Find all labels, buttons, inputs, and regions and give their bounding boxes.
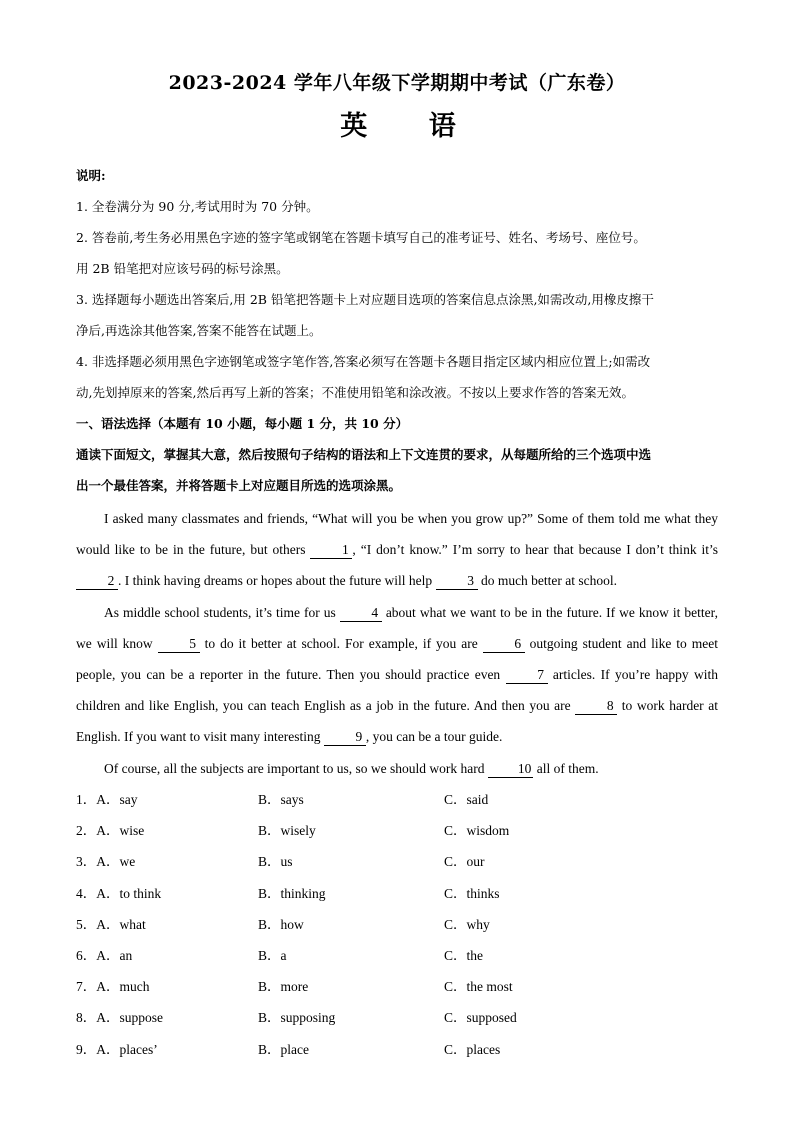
blank-10: 10 <box>488 761 534 778</box>
option-a[interactable]: A．places’ <box>96 1041 158 1057</box>
instructions-heading: 说明: <box>76 168 106 183</box>
question-row <box>76 1002 718 1033</box>
option-a[interactable]: A．wise <box>96 823 145 839</box>
blank-5: 5 <box>158 636 200 653</box>
instruction-item-1: 1. 全卷满分为 90 分,考试用时为 70 分钟。 <box>76 199 319 214</box>
question-options <box>76 784 718 1065</box>
passage-text: all of them. <box>533 760 599 776</box>
passage-text: I asked many classmates and friends, “What will you be when you grow up?” Some of them told me what they would like to be in the future, but others <box>76 511 718 558</box>
passage-paragraph-3 <box>76 753 718 784</box>
question-2 <box>76 815 144 846</box>
passage-text: articles. If you’re happy with children and like English, you can teach English as a job in the future. And then you are <box>76 667 718 714</box>
question-3 <box>76 846 135 877</box>
option-c[interactable]: C．why <box>444 916 490 932</box>
exam-title: 2023-2024 学年八年级下学期期中考试（广东卷） <box>168 72 626 94</box>
instruction-item-2b: 用 2B 铅笔把对应该号码的标号涂黑。 <box>76 261 289 276</box>
option-a[interactable]: A．suppose <box>96 1010 163 1026</box>
passage-text: . I think having dreams or hopes about the future will help <box>118 573 436 589</box>
question-number: 9． <box>76 1041 97 1057</box>
option-b[interactable]: B．how <box>258 916 304 932</box>
option-b[interactable]: B．us <box>258 854 293 870</box>
blank-9: 9 <box>324 729 366 746</box>
passage-text: Of course, all the subjects are important to us, so we should work hard <box>104 760 488 776</box>
blank-7: 7 <box>506 667 548 684</box>
blank-8: 8 <box>575 698 617 715</box>
question-row <box>76 940 718 971</box>
section1-direction-a: 通读下面短文，掌握其大意，然后按照句子结构的语法和上下文连贯的要求，从每题所给的三个选项中选 <box>76 447 652 462</box>
passage-text: to work harder at English. If you want to visit many interesting <box>76 698 718 745</box>
question-9 <box>76 1034 158 1065</box>
passage-text: , “I don’t know.” I’m sorry to hear that because I don’t think it’s <box>352 542 718 558</box>
question-row <box>76 815 718 846</box>
question-number: 3． <box>76 854 97 870</box>
passage-text: about what we want to be in the future. If we know it better, we will know <box>76 604 718 651</box>
section1-direction-b: 出一个最佳答案，并将答题卡上对应题目所选的选项涂黑。 <box>76 478 402 493</box>
question-number: 4． <box>76 885 97 901</box>
question-8 <box>76 1002 163 1033</box>
passage-paragraph-1 <box>76 503 718 597</box>
option-b[interactable]: B．says <box>258 792 304 807</box>
question-4 <box>76 878 161 909</box>
instructions <box>76 160 718 501</box>
option-a[interactable]: A．much <box>96 979 150 995</box>
option-b[interactable]: B．more <box>258 979 309 995</box>
option-b[interactable]: B．place <box>258 1041 309 1057</box>
question-number: 6． <box>76 947 97 963</box>
passage-text: to do it better at school. For example, if you are <box>199 635 483 651</box>
section1-heading: 一、语法选择（本题有 10 小题，每小题 1 分，共 10 分） <box>76 416 409 431</box>
blank-1: 1 <box>310 542 352 559</box>
question-row <box>76 878 718 909</box>
passage-paragraph-2 <box>76 597 718 753</box>
option-a[interactable]: A．an <box>96 947 133 963</box>
instruction-item-3a: 3. 选择题每小题选出答案后,用 2B 铅笔把答题卡上对应题目选项的答案信息点涂黑,如需改动,用橡皮擦干 <box>76 292 654 307</box>
blank-4: 4 <box>340 605 382 622</box>
option-c[interactable]: C．the <box>444 947 483 963</box>
option-c[interactable]: C．our <box>444 854 485 870</box>
option-b[interactable]: B．supposing <box>258 1010 336 1026</box>
question-number: 2． <box>76 823 97 839</box>
passage-text: do much better at school. <box>477 573 618 589</box>
question-6 <box>76 940 132 971</box>
option-c[interactable]: C．wisdom <box>444 823 510 839</box>
question-row <box>76 971 718 1002</box>
question-7 <box>76 971 150 1002</box>
option-c[interactable]: C．said <box>444 792 489 807</box>
passage-text: outgoing student and like to meet people, you can be a reporter in the future. Then you should practice even <box>76 635 718 683</box>
option-a[interactable]: A．say <box>96 792 138 807</box>
passage-text: , you can be a tour guide. <box>365 729 503 745</box>
blank-2: 2 <box>76 573 118 590</box>
option-a[interactable]: A．we <box>96 854 136 870</box>
instruction-item-2a: 2. 答卷前,考生务必用黑色字迹的签字笔或钢笔在答题卡填写自己的准考证号、姓名、考场号、座位号。 <box>76 230 646 245</box>
subject-title: 英 语 <box>340 111 482 142</box>
cloze-passage <box>76 503 718 784</box>
blank-6: 6 <box>483 636 525 653</box>
instruction-item-4b: 动,先划掉原来的答案,然后再写上新的答案；不准使用铅笔和涂改液。不按以上要求作答的答案无效。 <box>76 385 634 400</box>
option-b[interactable]: B．wisely <box>258 823 316 839</box>
question-number: 8． <box>76 1010 97 1026</box>
option-c[interactable]: C．thinks <box>444 885 500 901</box>
option-a[interactable]: A．to think <box>96 885 162 901</box>
option-c[interactable]: C．places <box>444 1041 501 1057</box>
option-c[interactable]: C．supposed <box>444 1010 517 1026</box>
question-number: 5． <box>76 916 97 932</box>
question-row <box>76 1034 718 1065</box>
option-b[interactable]: B．thinking <box>258 885 326 901</box>
question-number: 7． <box>76 979 97 995</box>
question-row <box>76 909 718 940</box>
passage-text: As middle school students, it’s time for us <box>104 604 340 620</box>
instruction-item-4a: 4. 非选择题必须用黑色字迹钢笔或签字笔作答,答案必须写在答题卡各题目指定区域内相应位置上;如需改 <box>76 354 651 369</box>
question-5 <box>76 909 146 940</box>
option-a[interactable]: A．what <box>96 916 146 932</box>
instruction-item-3b: 净后,再选涂其他答案,答案不能答在试题上。 <box>76 323 322 338</box>
question-row <box>76 846 718 877</box>
question-number: 1． <box>76 792 97 807</box>
option-c[interactable]: C．the most <box>444 979 513 995</box>
question-row <box>76 784 718 815</box>
option-b[interactable]: B．a <box>258 947 287 963</box>
question-1 <box>76 784 138 815</box>
blank-3: 3 <box>436 573 478 590</box>
